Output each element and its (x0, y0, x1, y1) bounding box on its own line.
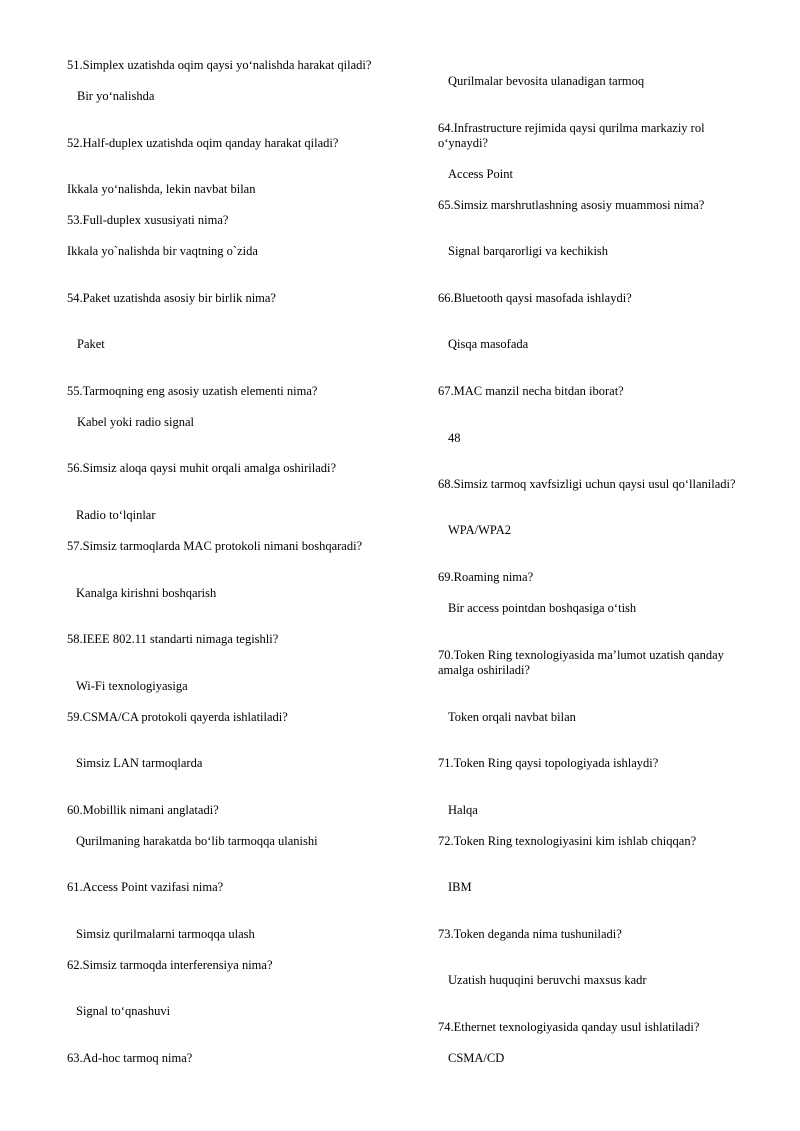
question-53: 53.Full-duplex xususiyati nima? (67, 213, 229, 227)
question-51: 51.Simplex uzatishda oqim qaysi yo‘nalishda harakat qiladi? (67, 58, 372, 72)
question-66: 66.Bluetooth qaysi masofada ishlaydi? (438, 291, 632, 305)
question-54: 54.Paket uzatishda asosiy bir birlik nima? (67, 291, 276, 305)
question-64-cont: o‘ynaydi? (438, 136, 488, 150)
answer-60: Qurilmaning harakatda bo‘lib tarmoqqa ulanishi (76, 834, 318, 848)
answer-56: Radio to‘lqinlar (76, 508, 156, 522)
question-70: 70.Token Ring texnologiyasida ma’lumot uzatish qanday (438, 648, 724, 662)
answer-63: Qurilmalar bevosita ulanadigan tarmoq (448, 74, 645, 88)
answer-70: Token orqali navbat bilan (448, 710, 576, 724)
answer-74: CSMA/CD (448, 1051, 505, 1065)
question-61: 61.Access Point vazifasi nima? (67, 880, 224, 894)
question-55: 55.Tarmoqning eng asosiy uzatish elementi nima? (67, 384, 318, 398)
answer-67: 48 (448, 431, 461, 445)
question-74: 74.Ethernet texnologiyasida qanday usul ishlatiladi? (438, 1020, 700, 1034)
question-71: 71.Token Ring qaysi topologiyada ishlaydi? (438, 756, 659, 770)
answer-51: Bir yo‘nalishda (77, 89, 155, 103)
question-58: 58.IEEE 802.11 standarti nimaga tegishli? (67, 632, 279, 646)
answer-71: Halqa (448, 803, 478, 817)
question-56: 56.Simsiz aloqa qaysi muhit orqali amalga oshiriladi? (67, 461, 337, 475)
answer-53: Ikkala yo`nalishda bir vaqtning o`zida (67, 244, 258, 258)
answer-69: Bir access pointdan boshqasiga o‘tish (448, 601, 637, 615)
answer-57: Kanalga kirishni boshqarish (76, 586, 217, 600)
question-70-cont: amalga oshiriladi? (438, 663, 530, 677)
question-64: 64.Infrastructure rejimida qaysi qurilma markaziy rol (438, 121, 705, 135)
question-72: 72.Token Ring texnologiyasini kim ishlab chiqqan? (438, 834, 697, 848)
question-65: 65.Simsiz marshrutlashning asosiy muammosi nima? (438, 198, 705, 212)
question-60: 60.Mobillik nimani anglatadi? (67, 803, 219, 817)
question-52: 52.Half-duplex uzatishda oqim qanday harakat qiladi? (67, 136, 339, 150)
answer-65: Signal barqarorligi va kechikish (448, 244, 609, 258)
answer-64: Access Point (448, 167, 513, 181)
question-63: 63.Ad-hoc tarmoq nima? (67, 1051, 193, 1065)
answer-54: Paket (77, 337, 105, 351)
answer-62: Signal to‘qnashuvi (76, 1004, 171, 1018)
answer-55: Kabel yoki radio signal (77, 415, 194, 429)
question-68: 68.Simsiz tarmoq xavfsizligi uchun qaysi usul qo‘llaniladi? (438, 477, 736, 491)
answer-72: IBM (448, 880, 472, 894)
answer-68: WPA/WPA2 (448, 523, 511, 537)
answer-52: Ikkala yo‘nalishda, lekin navbat bilan (67, 182, 256, 196)
question-62: 62.Simsiz tarmoqda interferensiya nima? (67, 958, 273, 972)
answer-73: Uzatish huquqini beruvchi maxsus kadr (448, 973, 647, 987)
question-57: 57.Simsiz tarmoqlarda MAC protokoli nimani boshqaradi? (67, 539, 363, 553)
question-59: 59.CSMA/CA protokoli qayerda ishlatiladi? (67, 710, 288, 724)
question-69: 69.Roaming nima? (438, 570, 534, 584)
answer-58: Wi-Fi texnologiyasiga (76, 679, 188, 693)
answer-61: Simsiz qurilmalarni tarmoqqa ulash (76, 927, 255, 941)
question-67: 67.MAC manzil necha bitdan iborat? (438, 384, 624, 398)
answer-66: Qisqa masofada (448, 337, 529, 351)
question-73: 73.Token deganda nima tushuniladi? (438, 927, 622, 941)
answer-59: Simsiz LAN tarmoqlarda (76, 756, 203, 770)
